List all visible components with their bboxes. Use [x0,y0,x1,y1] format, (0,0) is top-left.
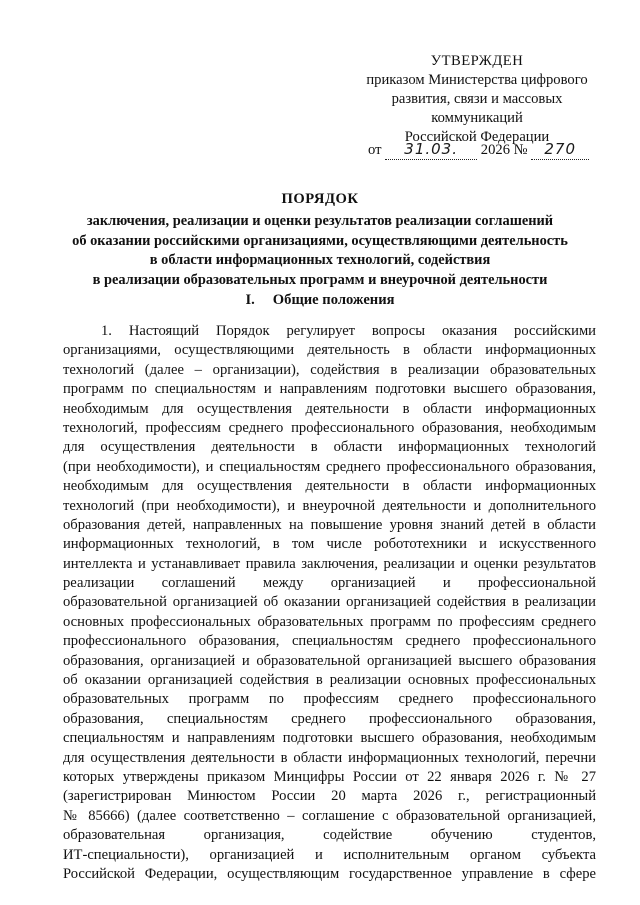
paragraph-line: специальностям и направлениям подготовки высшего образования, необходимым [63,730,596,747]
subtitle-line: заключения, реализации и оценки результатов реализации соглашений [86,213,554,229]
approval-block [352,52,602,147]
approval-title: УТВЕРЖДЕН [430,53,524,69]
paragraph-line: об оказании организацией содействия в реализации основных профессиональных [63,672,596,689]
paragraph-line: интеллекта и устанавливает правила заключения, реализации и оценки результатов [63,555,596,572]
handwritten-date: 31.03. [385,140,477,160]
section-heading [60,291,580,310]
section-title: Общие положения [272,292,395,308]
paragraph-line: для осуществления деятельности в области информационных технологий, перечни [63,749,596,766]
paragraph-line: образования, специальностям среднего профессионального образования, [63,710,596,727]
approval-line: Российской Федерации [404,129,550,145]
section-number: I. [245,292,255,308]
subtitle-line: в области информационных технологий, содействия [149,252,491,268]
paragraph-line: Российской Федерации, осуществляющим государственное управление в сфере [63,865,596,882]
paragraph-line: образования детей, направленных на повышение уровня знаний детей в области [63,516,596,533]
paragraph-line: образовательная организация, содействие обучению студентов, [63,827,596,844]
approval-date-line [368,140,608,160]
paragraph-line: реализации соглашений между организацией и профессиональной [63,575,596,592]
paragraph-line: информационных технологий, в том числе робототехники и искусственного [63,536,596,553]
paragraph-line: профессионального образования, специальностям среднего профессионального [63,633,596,650]
paragraph-line: 1. Настоящий Порядок регулирует вопросы оказания российскими [101,323,596,339]
subtitle-line: в реализации образовательных программ и внеурочной деятельности [92,271,548,288]
paragraph-line: образовательной организацией об оказании организацией содействия в реализации [63,594,596,611]
document-title: ПОРЯДОК [281,191,359,207]
approval-line: приказом Министерства цифрового [366,72,588,88]
paragraph-1 [63,322,596,884]
paragraph-line: технологий, профессиям среднего профессионального образования, необходимым [63,419,596,436]
paragraph-line: организациями, осуществляющими деятельность в области информационных [63,342,596,359]
approval-line: коммуникаций [431,110,523,126]
paragraph-line: (при необходимости), и специальностям среднего профессионального образования, [63,458,596,475]
paragraph-line: технологий (при необходимости), и внеурочной деятельности и дополнительного [63,497,596,514]
paragraph-line: образовательных программ по профессиям среднего профессионального [63,691,596,708]
paragraph-line: образования, организацией и образовательной организацией высшего образования [63,652,596,669]
paragraph-line: которых утверждены приказом Минцифры России от 22 января 2026 г. № 27 [63,768,596,785]
paragraph-line: необходимым для осуществления деятельности в области информационных [63,400,596,417]
subtitle-line: об оказании российскими организациями, осуществляющими деятельность [72,232,568,249]
document-subtitle [52,212,588,290]
paragraph-line: для осуществления деятельности в области информационных технологий [63,439,596,456]
paragraph-line: необходимым для осуществления деятельности в области информационных [63,478,596,495]
approval-line: развития, связи и массовых [391,91,563,107]
paragraph-line: ИТ-специальности), организацией и исполнительным органом субъекта [63,846,596,863]
handwritten-number: 270 [531,140,589,160]
paragraph-line: № 85666) (далее соответственно – соглашение с образовательной организацией, [63,807,596,824]
paragraph-line: (зарегистрирован Минюстом России 20 марта 2026 г., регистрационный [63,788,596,805]
paragraph-line: технологий (далее – организации), содействия в реализации образовательных [63,361,596,378]
paragraph-line: основных профессиональных образовательных программ по профессиям среднего [63,613,596,630]
year-text: 2026 № [480,142,528,158]
paragraph-line: программ по специальностям и направлениям подготовки высшего образования, [63,381,596,398]
date-prefix: от [368,142,382,158]
